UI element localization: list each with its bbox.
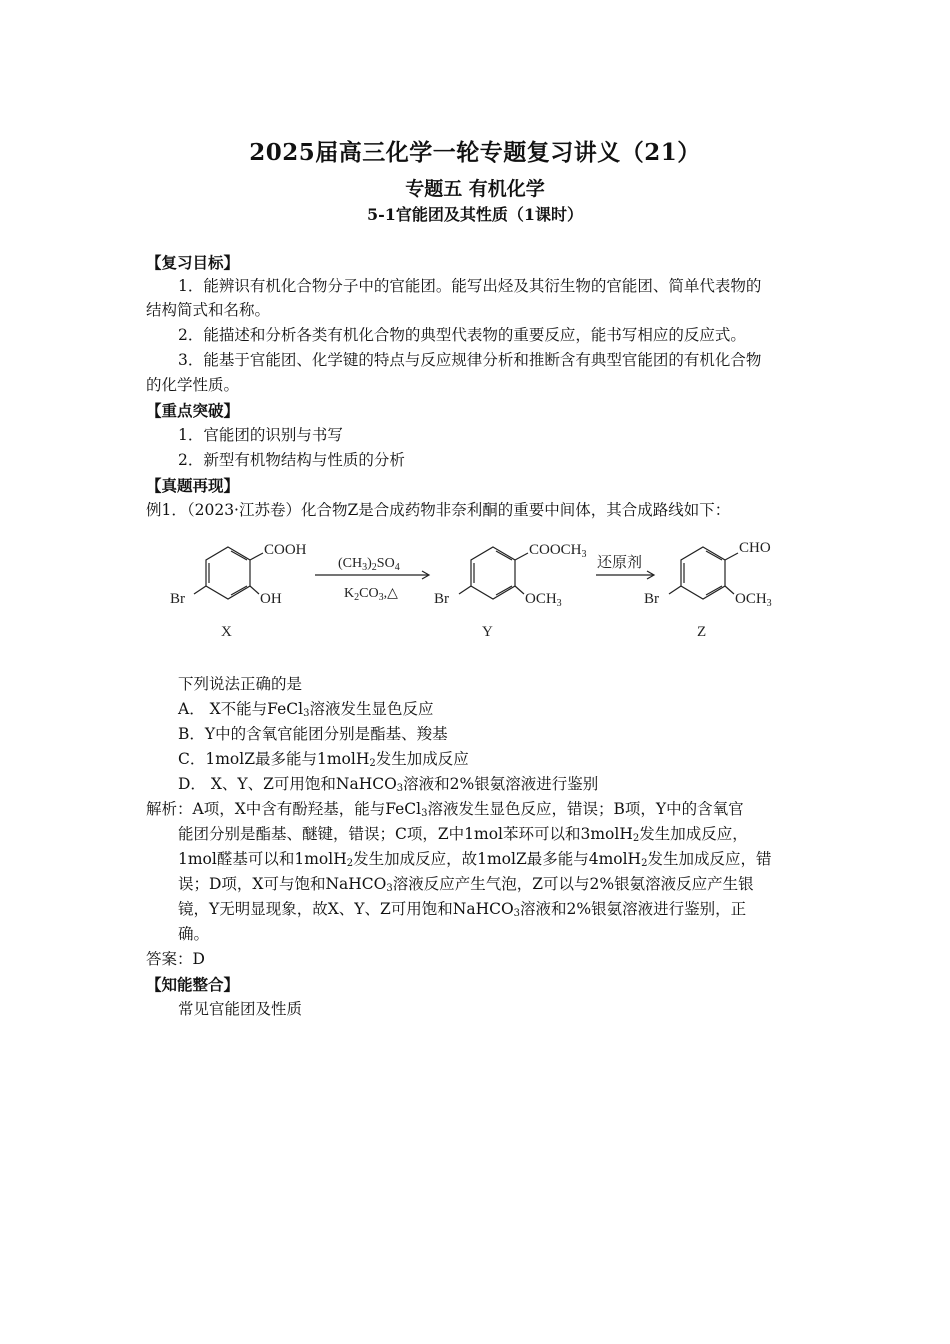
focus-item-1: 1．官能团的识别与书写 [178, 426, 343, 444]
analysis-line-6: 确。 [178, 925, 210, 943]
option-b: B．Y中的含氧官能团分别是酯基、羧基 [178, 725, 448, 743]
x-cooh-group: COOH [264, 542, 307, 558]
z-br-group: Br [644, 591, 659, 607]
knowledge-item: 常见官能团及性质 [178, 1000, 303, 1018]
focus-heading: 【重点突破】 [146, 401, 240, 420]
x-oh-group: OH [260, 591, 282, 607]
goal-3-line-2: 的化学性质。 [146, 376, 240, 394]
benzene-ring-z [669, 547, 738, 599]
synthesis-scheme [160, 530, 800, 650]
analysis-line-4: 误；D项，X可与饱和NaHCO$_3$溶液反应产生气泡，Z可以与2%银氨溶液反应产生银 [178, 875, 754, 894]
reaction-arrow-2 [596, 571, 654, 579]
reagent-dimethyl-sulfate: $(CH_3)_2SO_4$ [338, 556, 400, 573]
compound-x-label: X [221, 624, 232, 640]
answer: 答案：D [146, 950, 205, 968]
z-aldehyde-group: CHO [739, 540, 771, 556]
example-1-stem: 例1．（2023·江苏卷）化合物Z是合成药物非奈利酮的重要中间体，其合成路线如下： [146, 501, 731, 519]
benzene-ring-x [194, 547, 263, 599]
analysis-line-5: 镜，Y无明显现象，故X、Y、Z可用饱和NaHCO$_3$溶液和2%银氨溶液进行鉴别，正 [178, 900, 747, 919]
option-c: C．1molZ最多能与1molH$_2$发生加成反应 [178, 750, 469, 769]
exam-heading: 【真题再现】 [146, 476, 240, 495]
question-stem: 下列说法正确的是 [178, 675, 303, 693]
compound-z-label: Z [697, 624, 707, 640]
lesson-title: 5-1官能团及其性质（1课时） [366, 205, 584, 224]
reagent-reducing-agent: 还原剂 [597, 555, 643, 571]
analysis-line-1: 解析：A项，X中含有酚羟基，能与FeCl$_3$溶液发生显色反应，错误；B项，Y中的含氧官 [146, 800, 744, 819]
z-methoxy-group: $OCH_3$ [735, 591, 772, 609]
goal-3-line-1: 3．能基于官能团、化学键的特点与反应规律分析和推断含有典型官能团的有机化合物 [178, 351, 762, 369]
analysis-line-3: 1mol醛基可以和1molH$_2$发生加成反应，故1molZ最多能与4molH$_2$发生加成反应，错 [178, 850, 772, 869]
option-d: D． X、Y、Z可用饱和NaHCO$_3$溶液和2%银氨溶液进行鉴别 [178, 775, 599, 794]
y-br-group: Br [434, 591, 449, 607]
goal-1-line-2: 结构简式和名称。 [146, 301, 271, 319]
compound-y-label: Y [482, 624, 493, 640]
benzene-ring-y [459, 547, 528, 599]
goal-1-line-1: 1．能辨识有机化合物分子中的官能团。能写出烃及其衍生物的官能团、简单代表物的 [178, 277, 762, 295]
goals-heading: 【复习目标】 [146, 253, 240, 272]
reagent-potassium-carbonate: $K_2CO_3,\triangle$ [344, 586, 398, 603]
y-methoxy-group: $OCH_3$ [525, 591, 562, 609]
document-title: 2025届高三化学一轮专题复习讲义（21） [249, 139, 701, 166]
focus-item-2: 2．新型有机物结构与性质的分析 [178, 451, 405, 469]
option-a: A． X不能与FeCl$_3$溶液发生显色反应 [178, 700, 434, 719]
topic-title: 专题五 有机化学 [405, 178, 545, 200]
y-ester-group: $COOCH_3$ [529, 542, 587, 560]
x-br-group: Br [170, 591, 185, 607]
knowledge-heading: 【知能整合】 [146, 975, 240, 994]
goal-2: 2．能描述和分析各类有机化合物的典型代表物的重要反应，能书写相应的反应式。 [178, 326, 746, 344]
analysis-line-2: 能团分别是酯基、醚键，错误；C项，Z中1mol苯环可以和3molH$_2$发生加成反应， [178, 825, 748, 844]
